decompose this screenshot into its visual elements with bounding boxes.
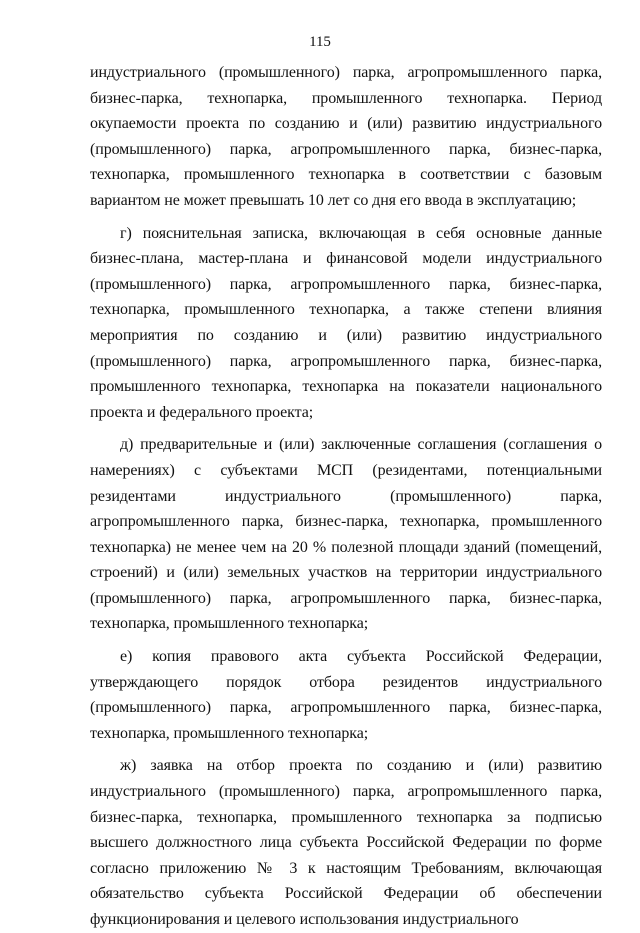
paragraph-item-d: д) предварительные и (или) заключенные соглашения (соглашения о намерениях) с субъектами МСП (резидентами, потенциальными резидентами индустриального (промышленного) парка, агропромышленного парка, бизнес-парка, технопарка, промышленного технопарка) не менее чем на 20 % полезной площади зданий (помещений, строений) и (или) земельных участков на территории индустриального (промышленного) парка, агропромышленного парка, бизнес-парка, технопарка, промышленного технопарка; xyxy=(90,436,602,633)
document-body xyxy=(90,60,602,933)
paragraph-continuation: индустриального (промышленного) парка, агропромышленного парка, бизнес-парка, технопарка, промышленного технопарка. Период окупаемости проекта по созданию и (или) развитию индустриального (промышленного) парка, агропромышленного парка, бизнес-парка, технопарка, промышленного технопарка в соответствии с базовым вариантом не может превышать 10 лет со дня его ввода в эксплуатацию; xyxy=(90,64,602,209)
paragraph-item-zh: ж) заявка на отбор проекта по созданию и (или) развитию индустриального (промышленного) парка, агропромышленного парка, бизнес-парка, технопарка, промышленного технопарка за подписью высшего должностного лица субъекта Российской Федерации по форме согласно приложению № 3 к настоящим Требованиям, включающая обязательство субъекта Российской Федерации об обеспечении функционирования и целевого использования индустриального xyxy=(90,757,602,928)
paragraph-item-g: г) пояснительная записка, включающая в себя основные данные бизнес-плана, мастер-плана и финансовой модели индустриального (промышленного) парка, агропромышленного парка, бизнес-парка, технопарка, промышленного технопарка, а также степени влияния мероприятия по созданию и (или) развитию индустриального (промышленного) парка, агропромышленного парка, бизнес-парка, промышленного технопарка, технопарка на показатели национального проекта и федерального проекта; xyxy=(90,224,602,421)
paragraph-item-e: е) копия правового акта субъекта Российской Федерации, утверждающего порядок отбора резидентов индустриального (промышленного) парка, агропромышленного парка, бизнес-парка, технопарка, промышленного технопарка; xyxy=(90,648,602,742)
page-number: 115 xyxy=(309,34,331,50)
